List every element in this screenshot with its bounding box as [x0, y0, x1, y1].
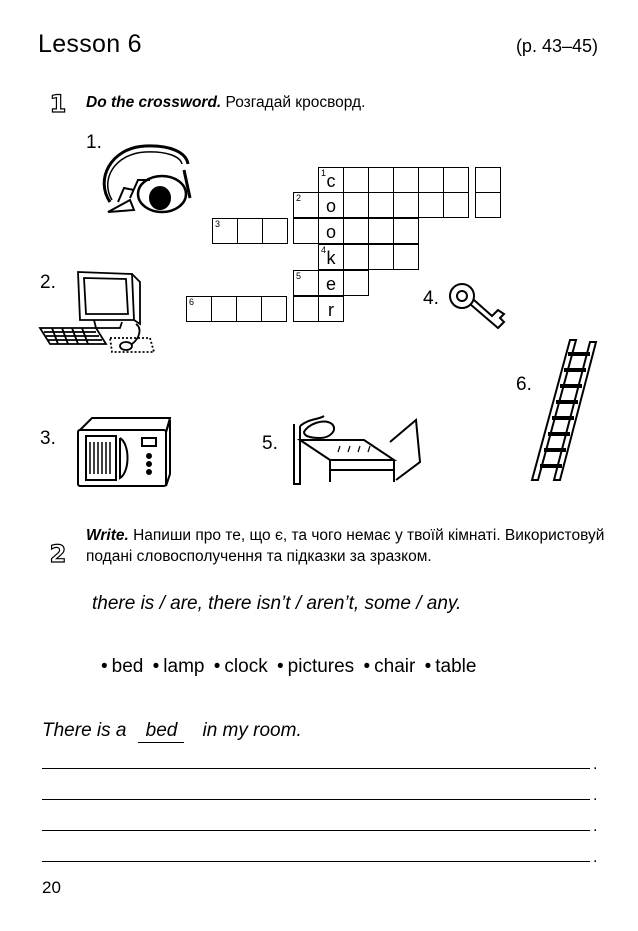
- key-icon: [446, 280, 516, 340]
- crossword-cell[interactable]: [261, 296, 287, 322]
- ladder-icon: [530, 336, 602, 482]
- crossword-cell[interactable]: [343, 192, 369, 218]
- crossword-cell[interactable]: [211, 296, 237, 322]
- crossword-cell[interactable]: [368, 244, 394, 270]
- crossword-cell[interactable]: [393, 192, 419, 218]
- task-2-number: 2: [49, 540, 67, 566]
- answer-line[interactable]: [42, 830, 590, 831]
- word-item: clock: [224, 656, 268, 677]
- crossword-cell[interactable]: [293, 296, 319, 322]
- computer-icon: [36, 268, 156, 358]
- word-item: bed: [111, 656, 144, 677]
- example-after: in my room.: [202, 720, 302, 741]
- crossword-cell[interactable]: 3: [212, 218, 238, 244]
- crossword-cell[interactable]: [393, 218, 419, 244]
- task-1-instruction: [86, 94, 365, 112]
- line-end-dot: .: [593, 818, 598, 835]
- example-answer: bed: [138, 720, 184, 743]
- vacuum-cleaner-icon: [90, 140, 200, 220]
- example-before: There is a: [42, 720, 127, 741]
- crossword-cell[interactable]: [368, 167, 394, 193]
- word-item: chair: [374, 656, 416, 677]
- crossword-cell[interactable]: o: [318, 218, 344, 244]
- pages-reference: (p. 43–45): [515, 36, 598, 56]
- crossword-cell[interactable]: 4 k: [318, 244, 344, 270]
- line-end-dot: .: [593, 849, 598, 866]
- task-1-instruction-en: Do the crossword.: [86, 94, 222, 111]
- task-2-instruction-en: Write.: [86, 527, 129, 544]
- crossword-cell[interactable]: 2: [293, 192, 319, 218]
- crossword-cell[interactable]: 6: [186, 296, 212, 322]
- crossword-cell[interactable]: [343, 167, 369, 193]
- crossword-cell[interactable]: [393, 167, 419, 193]
- word-item: pictures: [287, 656, 355, 677]
- microwave-icon: [74, 412, 174, 492]
- crossword-cell[interactable]: [418, 167, 444, 193]
- task-2-instruction: [86, 525, 606, 567]
- crossword-cell[interactable]: [368, 218, 394, 244]
- crossword-cell[interactable]: [443, 167, 469, 193]
- crossword-cell[interactable]: 5: [293, 270, 319, 296]
- task-1-number-icon: [48, 90, 68, 116]
- crossword-cell[interactable]: [475, 192, 501, 218]
- task-2-instruction-ua: Напиши про те, що є, та чого немає у твоїй кімнаті. Використовуй подані словосполучення та підказки за зразком.: [86, 527, 605, 565]
- line-end-dot: .: [593, 756, 598, 773]
- crossword-cell[interactable]: [343, 218, 369, 244]
- crossword-cell[interactable]: [393, 244, 419, 270]
- page-number: 20: [42, 878, 61, 897]
- bed-icon: [290, 404, 424, 486]
- crossword-cell[interactable]: [443, 192, 469, 218]
- phrases-hint: there is / are, there isn’t / aren’t, some / any.: [92, 593, 462, 614]
- word-item: lamp: [163, 656, 205, 677]
- line-end-dot: .: [593, 787, 598, 804]
- task-1-number: 1: [49, 90, 67, 116]
- crossword-cell[interactable]: [475, 167, 501, 193]
- task-1-instruction-ua: Розгадай кросворд.: [225, 94, 366, 111]
- picture-6-number: 6.: [516, 374, 532, 395]
- crossword-cell[interactable]: [293, 218, 319, 244]
- crossword-cell[interactable]: e: [318, 270, 344, 296]
- crossword-cell[interactable]: [237, 218, 263, 244]
- crossword-cell[interactable]: [262, 218, 288, 244]
- task-2-number-icon: [48, 540, 68, 566]
- picture-4-number: 4.: [423, 288, 439, 309]
- picture-3-number: 3.: [40, 428, 56, 449]
- answer-line[interactable]: [42, 861, 590, 862]
- word-item: table: [435, 656, 477, 677]
- crossword-cell[interactable]: 1 c: [318, 167, 344, 193]
- picture-2-number: 2.: [40, 272, 56, 293]
- lesson-title: Lesson 6: [38, 30, 142, 58]
- crossword-cell[interactable]: r: [318, 296, 344, 322]
- picture-1-number: 1.: [86, 132, 102, 153]
- answer-line[interactable]: [42, 768, 590, 769]
- crossword-cell[interactable]: [343, 270, 369, 296]
- crossword-cell[interactable]: o: [318, 192, 344, 218]
- picture-5-number: 5.: [262, 433, 278, 454]
- crossword-cell[interactable]: [418, 192, 444, 218]
- crossword-cell[interactable]: [368, 192, 394, 218]
- crossword-cell[interactable]: [343, 244, 369, 270]
- word-list: • bed • lamp • clock • pictures • chair • table: [101, 656, 477, 677]
- crossword-cell[interactable]: [236, 296, 262, 322]
- example-sentence: [42, 720, 302, 743]
- answer-line[interactable]: [42, 799, 590, 800]
